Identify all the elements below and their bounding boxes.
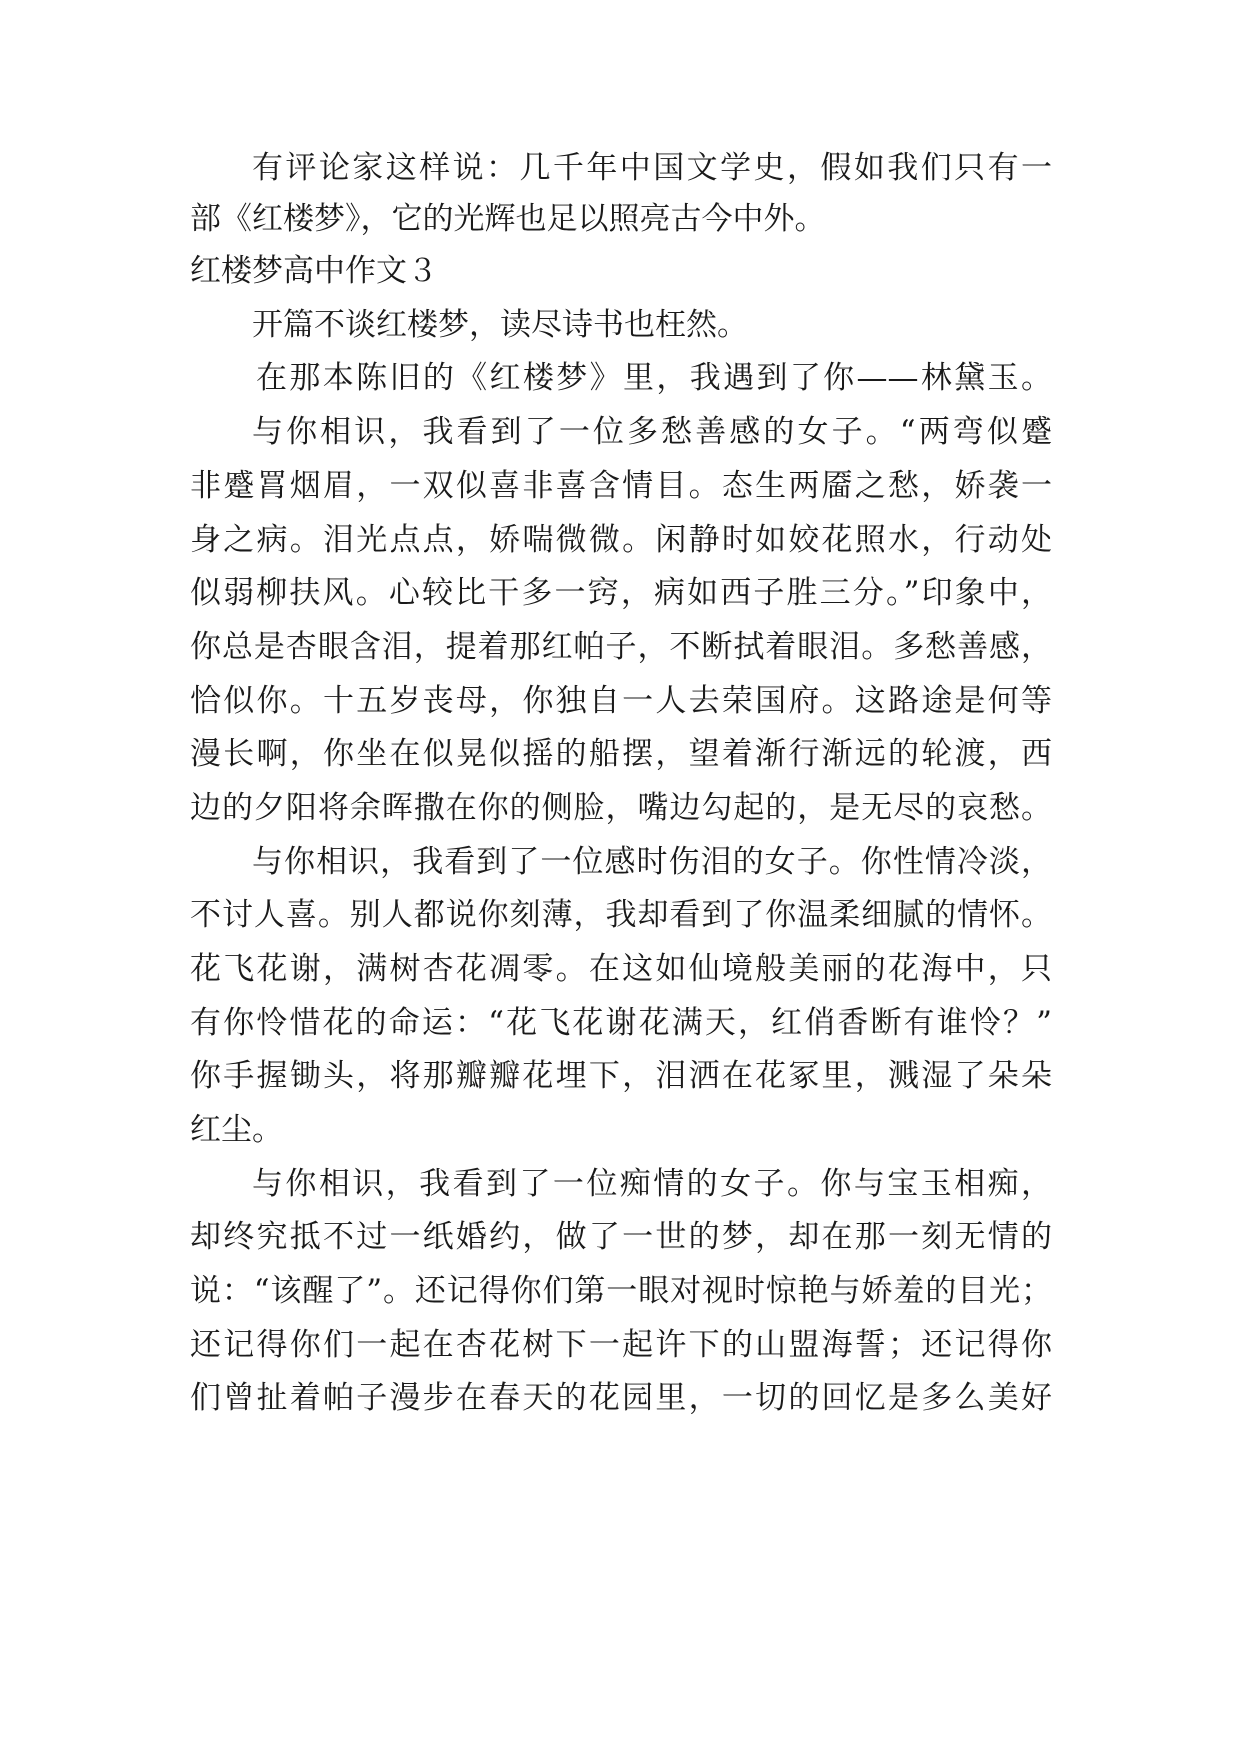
text-line: 你手握锄头，将那瓣瓣花埋下，泪洒在花冢里，溅湿了朵朵 [190, 1058, 1052, 1094]
text-line: 在那本陈旧的《红楼梦》里，我遇到了你——林黛玉。 [256, 360, 1052, 396]
text-line: 有你怜惜花的命运：“花飞花谢花满天，红俏香断有谁怜？” [190, 1005, 1052, 1041]
text-line: 部《红楼梦》，它的光辉也足以照亮古今中外。 [190, 201, 826, 237]
text-line: 似弱柳扶风。心较比干多一窍，病如西子胜三分。”印象中， [190, 575, 1052, 611]
text-line: 与你相识，我看到了一位感时伤泪的女子。你性情冷淡， [252, 844, 1052, 880]
text-line: 不讨人喜。别人都说你刻薄，我却看到了你温柔细腻的情怀。 [190, 897, 1052, 933]
text-line: 说：“该醒了”。还记得你们第一眼对视时惊艳与娇羞的目光； [190, 1273, 1052, 1309]
text-line: 还记得你们一起在杏花树下一起许下的山盟海誓；还记得你 [190, 1327, 1052, 1363]
text-line: 与你相识，我看到了一位多愁善感的女子。“两弯似蹙 [252, 414, 1052, 450]
text-line: 们曾扯着帕子漫步在春天的花园里，一切的回忆是多么美好 [190, 1380, 1052, 1416]
text-line: 你总是杏眼含泪，提着那红帕子，不断拭着眼泪。多愁善感， [190, 629, 1052, 665]
text-line: 有评论家这样说：几千年中国文学史，假如我们只有一 [252, 150, 1052, 186]
text-line: 红尘。 [190, 1112, 283, 1148]
text-line: 身之病。泪光点点，娇喘微微。闲静时如姣花照水，行动处 [190, 522, 1052, 558]
text-line: 花飞花谢，满树杏花凋零。在这如仙境般美丽的花海中，只 [190, 951, 1052, 987]
text-line: 漫长啊，你坐在似晃似摇的船摆，望着渐行渐远的轮渡，西 [190, 736, 1052, 772]
text-line: 与你相识，我看到了一位痴情的女子。你与宝玉相痴， [252, 1166, 1052, 1202]
text-line: 开篇不谈红楼梦，读尽诗书也枉然。 [252, 307, 748, 343]
text-line: 非蹙罥烟眉，一双似喜非喜含情目。态生两靥之愁，娇袭一 [190, 468, 1052, 504]
text-line: 恰似你。十五岁丧母，你独自一人去荣国府。这路途是何等 [190, 683, 1052, 719]
section-heading: 红楼梦高中作文３ [190, 253, 438, 289]
text-line: 却终究抵不过一纸婚约，做了一世的梦，却在那一刻无情的 [190, 1219, 1052, 1255]
text-line: 边的夕阳将余晖撒在你的侧脸，嘴边勾起的，是无尽的哀愁。 [190, 790, 1052, 826]
